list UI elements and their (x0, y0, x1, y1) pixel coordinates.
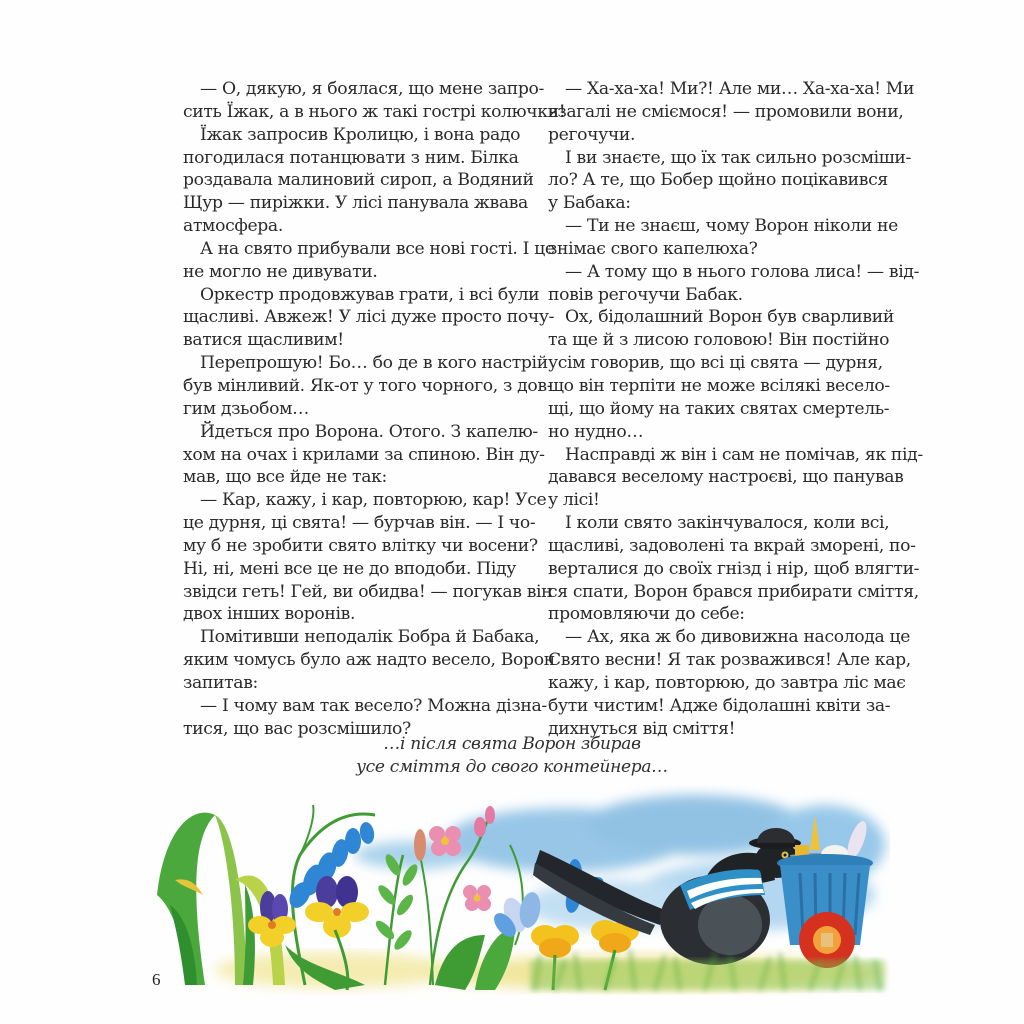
text-line: давався веселому настроєві, що панував (548, 467, 904, 488)
text-line: усім говорив, що всі ці свята — дурня, (548, 353, 883, 374)
text-line: но нудно… (548, 421, 644, 442)
text-line: запитав: (183, 672, 258, 693)
text-line: яким чомусь було аж надто весело, Ворон (183, 650, 555, 671)
text-line: звідси геть! Гей, ви обидва! — погукав він (183, 581, 553, 602)
illustration-caption (300, 733, 724, 779)
text-line: промовляючи до себе: (548, 604, 745, 625)
text-line: погодилася потанцювати з ним. Білка (183, 147, 519, 168)
text-line: Помітивши неподалік Бобра й Бабака, (200, 627, 540, 648)
text-line: знімає свого капелюха? (548, 238, 758, 259)
text-line: — Кар, кажу, і кар, повторюю, кар! Усе (200, 490, 547, 511)
text-line: щасливі. Авжеж! У лісі дуже просто почу- (183, 307, 555, 328)
text-line: що він терпіти не може всілякі весело- (548, 375, 890, 396)
text-line: щасливі, задоволені та вкрай зморені, по- (548, 535, 916, 556)
text-line: Йдеться про Ворона. Отого. З капелю- (200, 421, 538, 442)
text-line: у Бабака: (548, 193, 631, 214)
text-line: верталися до своїх гнізд і нір, щоб влягти- (548, 558, 920, 579)
text-line: щі, що йому на таких святах смертель- (548, 398, 890, 419)
text-line: Щур — пиріжки. У лісі панувала жвава (183, 193, 528, 214)
text-line: А на свято прибували все нові гості. І це (200, 238, 555, 259)
caption-line-2: усе сміття до свого контейнера… (356, 757, 668, 777)
text-line: му б не зробити свято влітку чи восени? (183, 535, 538, 556)
text-line: — Ах, яка ж бо дивовижна насолода це (565, 627, 911, 648)
text-line: кажу, і кар, повторюю, до завтра ліс має (548, 672, 906, 693)
left-text-column (183, 78, 566, 740)
text-line: не могло не дивувати. (183, 261, 378, 282)
text-line: атмосфера. (183, 216, 283, 237)
text-line: та ще й з лисою головою! Він постійно (548, 330, 890, 351)
text-line: Насправді ж він і сам не помічав, як під- (565, 444, 923, 465)
text-line: І коли свято закінчувалося, коли всі, (565, 513, 890, 534)
text-line: І ви знаєте, що їх так сильно розсміши- (565, 147, 911, 168)
text-line: у лісі! (548, 490, 600, 511)
text-line: роздавала малиновий сироп, а Водяний (183, 170, 534, 191)
text-line: Їжак запросив Кролицю, і вона радо (200, 124, 521, 145)
text-line: ло? А те, що Бобер щойно поцікавився (548, 170, 888, 191)
text-line: — О, дякую, я боялася, що мене запро- (200, 79, 544, 99)
text-line: Свято весни! Я так розважився! Але кар, (548, 650, 911, 671)
text-line: — Ти не знаєш, чому Ворон ніколи не (565, 216, 898, 237)
text-line: Перепрошую! Бо… бо де в кого настрій (200, 353, 548, 374)
right-text-column (548, 78, 923, 740)
text-line: гим дзьобом… (183, 398, 310, 419)
text-line: дихнуться від сміття! (548, 718, 736, 739)
text-line: Оркестр продовжував грати, і всі були (200, 284, 540, 305)
text-line: повів регочучи Бабак. (548, 284, 743, 305)
page-number: 6 (152, 970, 161, 989)
text-line: двох інших воронів. (183, 604, 356, 625)
text-line: це дурня, ці свята! — бурчав він. — І чо- (183, 513, 536, 534)
crow-meadow-illustration (135, 785, 890, 1000)
text-line: Ох, бідолашний Ворон був сварливий (565, 307, 894, 328)
text-line: тися, що вас розсмішило? (183, 718, 411, 739)
text-line: мав, що все йде не так: (183, 467, 387, 488)
text-line: бути чистим! Адже бідолашні квіти за- (548, 695, 891, 716)
text-line: — І чому вам так весело? Можна дізна- (200, 695, 547, 716)
text-line: був мінливий. Як-от у того чорного, з дов- (183, 375, 553, 396)
text-line: хом на очах і крилами за спиною. Він ду- (183, 444, 545, 465)
text-line: ся спати, Ворон брався прибирати сміття, (548, 581, 919, 602)
text-line: регочучи. (548, 124, 636, 145)
text-line: ватися щасливим! (183, 330, 344, 351)
text-line: сить Їжак, а в нього ж такі гострі колючки! (183, 101, 566, 122)
text-line: — А тому що в нього голова лиса! — від- (565, 261, 920, 282)
caption-line-1: …і після свята Ворон збирав (383, 734, 641, 754)
text-line: взагалі не сміємося! — промовили вони, (548, 101, 904, 122)
text-line: Ні, ні, мені все це не до вподоби. Піду (183, 558, 517, 579)
text-line: — Ха-ха-ха! Ми?! Але ми… Ха-ха-ха! Ми (565, 79, 915, 99)
